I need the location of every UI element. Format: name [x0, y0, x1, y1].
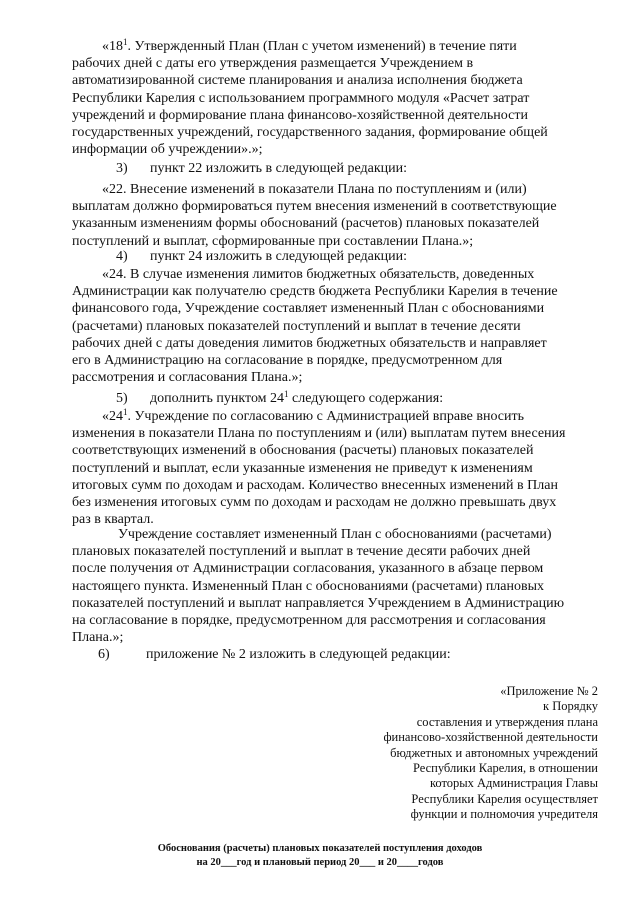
- paragraph-line: финансового года, Учреждение составляет измененный План с обоснованиями: [72, 301, 545, 317]
- paragraph-line: на согласование в порядке, предусмотренном для рассмотрения и согласования: [72, 613, 546, 629]
- paragraph-line: указанным изменениям формы обоснований (расчетов) плановых показателей: [72, 216, 540, 232]
- item-text: дополнить пунктом $24^1$ следующего содержания:: [150, 389, 444, 406]
- appendix-line: Республики Карелия, в отношении: [412, 761, 598, 776]
- paragraph-line: (расчетами) плановых показателей поступлений и выплат в течение десяти: [72, 318, 521, 334]
- paragraph-line: рассмотрения и согласования Плана.»;: [72, 370, 303, 386]
- paragraph-line: Учреждение составляет измененный План с обоснованиями (расчетами): [118, 527, 552, 542]
- paragraph-line: показателей поступлений и выплат направляется Учреждением в Администрацию: [72, 595, 565, 611]
- paragraph-line: учреждений и формирование плана финансово-хозяйственной деятельности: [72, 107, 528, 123]
- paragraph-line: автоматизированной системе планирования и анализа исполнения бюджета: [72, 73, 523, 89]
- paragraph-line: изменения в показатели Плана по поступлениям и (или) выплатам путем внесения: [72, 426, 566, 442]
- paragraph-line: рабочих дней с даты его утверждения размещается Учреждением в: [72, 56, 474, 72]
- item-number: 3): [116, 161, 128, 176]
- appendix-line: которых Администрация Главы: [429, 776, 598, 791]
- paragraph-24: [72, 266, 602, 386]
- paragraph-line: «22. Внесение изменений в показатели Плана по поступлениям и (или): [102, 182, 527, 197]
- item-number: 6): [98, 647, 110, 662]
- paragraph-line: соответствующих изменений в обоснования (расчеты) плановых показателей: [72, 443, 534, 459]
- paragraph-line: поступлений и выплат, сформированные при составлении Плана.»;: [72, 233, 474, 249]
- superscript: 1: [123, 37, 128, 47]
- paragraph-line: поступлений и выплат, если указанные изменения не приведут к изменениям: [72, 460, 533, 476]
- superscript: 1: [123, 407, 128, 417]
- form-title-line-2: на 20___год и плановый период 20___ и 20____годов: [196, 857, 444, 868]
- paragraph-line: Республики Карелия с использованием программного модуля «Расчет затрат: [72, 90, 530, 106]
- paragraph-line: Плана.»;: [72, 630, 124, 646]
- paragraph-line: его в Администрацию на согласование в порядке, предусмотренном для: [72, 353, 503, 369]
- paragraph-line: государственных учреждений, государственного задания, формирование общей: [72, 125, 548, 141]
- appendix-line: к Порядку: [543, 699, 598, 714]
- appendix-line: финансово-хозяйственной деятельности: [383, 730, 598, 745]
- paragraph-line: после получения от Администрации согласования, указанного в абзаце первом: [72, 561, 544, 577]
- appendix-line: Республики Карелия осуществляет: [411, 791, 598, 806]
- paragraph-line: раз в квартал.: [72, 512, 154, 528]
- paragraph-first-line: «$18^1$. Утвержденный План (План с учетом изменений) в течение пяти: [102, 37, 517, 54]
- paragraph-first-line: «$24^1$. Учреждение по согласованию с Администрацией вправе вносить: [102, 407, 525, 424]
- paragraph-line: рабочих дней с даты доведения лимитов бюджетных обязательств и направляет: [72, 335, 547, 351]
- paragraph-22: [72, 181, 602, 250]
- item-number: 5): [116, 391, 128, 406]
- appendix-line: бюджетных и автономных учреждений: [390, 745, 598, 760]
- item-number: 4): [116, 249, 128, 264]
- paragraph-plan-resubmission: [72, 526, 602, 646]
- form-title-line-1: Обоснования (расчеты) плановых показателей поступления доходов: [157, 843, 483, 854]
- paragraph-line: настоящего пункта. Измененный План с обоснованиями (расчетами) плановых: [72, 578, 545, 594]
- paragraph-line: Администрации как получателю средств бюджета Республики Карелия в течение: [72, 284, 558, 300]
- superscript: 1: [284, 389, 289, 399]
- appendix-line: составления и утверждения плана: [416, 714, 598, 729]
- item-text: пункт 22 изложить в следующей редакции:: [150, 161, 407, 176]
- paragraph-18-1: [72, 38, 602, 158]
- item-text: приложение № 2 изложить в следующей редакции:: [146, 647, 451, 662]
- appendix-line: «Приложение № 2: [500, 684, 598, 698]
- paragraph-line: «24. В случае изменения лимитов бюджетных обязательств, доведенных: [102, 267, 535, 282]
- paragraph-line: выплатам должно формироваться путем внесения изменений в соответствующие: [72, 199, 557, 215]
- paragraph-line: плановых показателей поступлений и выплат в течение десяти рабочих дней: [72, 544, 531, 560]
- paragraph-line: без изменения итоговых сумм по доходам и расходам не должно превышать двух: [72, 495, 557, 511]
- appendix-header: [383, 684, 598, 823]
- item-text: пункт 24 изложить в следующей редакции:: [150, 249, 407, 264]
- paragraph-line: информации об учреждении».»;: [72, 142, 263, 158]
- paragraph-line: итоговых сумм по доходам и расходам. Количество внесенных изменений в План: [72, 477, 558, 493]
- paragraph-24-1: [72, 408, 602, 528]
- appendix-line: функции и полномочия учредителя: [410, 807, 598, 822]
